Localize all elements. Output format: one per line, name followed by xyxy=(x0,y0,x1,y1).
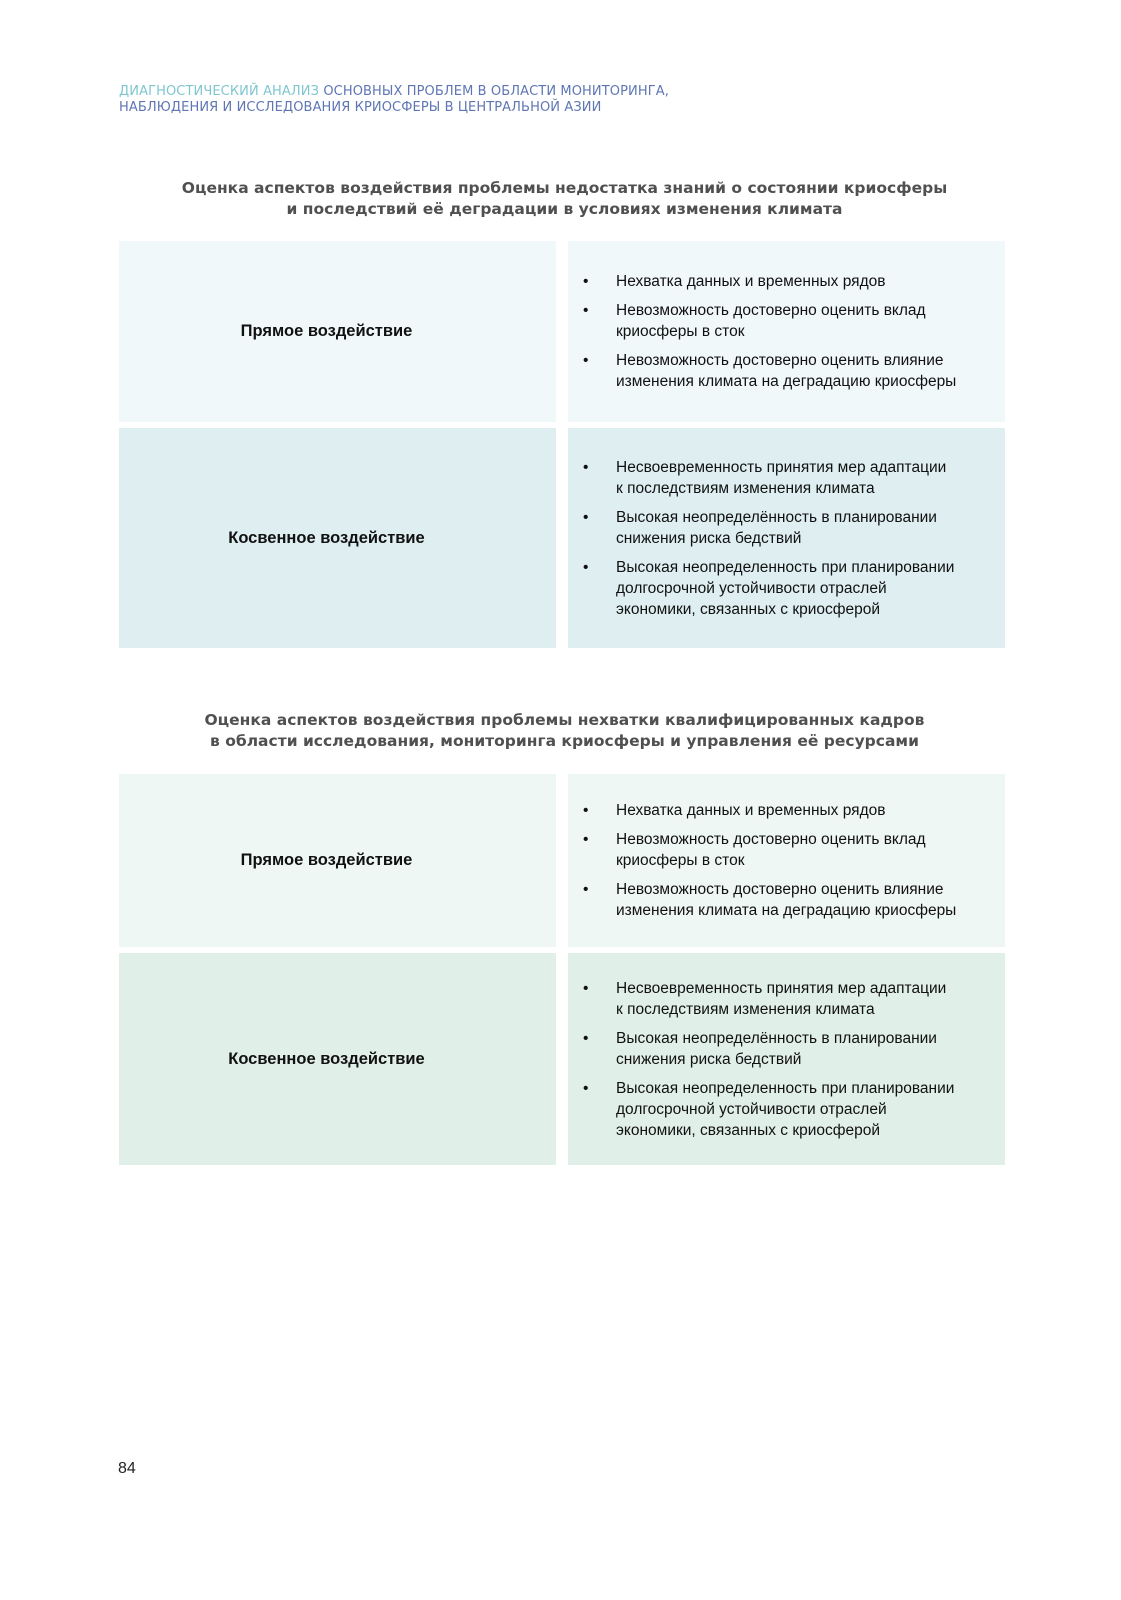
list-item xyxy=(616,350,974,392)
item-line: долгосрочной устойчивости отраслей xyxy=(616,579,887,597)
table2-row2-items-cell xyxy=(568,953,1005,1165)
table1-title-line1: Оценка аспектов воздействия проблемы недостатка знаний о состоянии криосферы xyxy=(181,179,948,197)
item-line: к последствиям изменения климата xyxy=(616,1000,875,1018)
table1-title xyxy=(119,178,1010,220)
item-line: • Невозможность достоверно оценить влияние xyxy=(616,352,944,369)
item-line: изменения климата на деградацию криосферы xyxy=(616,373,957,390)
table1-row2-items-cell xyxy=(568,428,1005,648)
table1 xyxy=(119,241,1010,648)
item-line: • Невозможность достоверно оценить вклад xyxy=(616,831,926,848)
table2-row2-label-cell xyxy=(119,953,556,1165)
item-line: экономики, связанных с криосферой xyxy=(616,1121,881,1139)
item-line: экономики, связанных с криосферой xyxy=(616,600,881,618)
item-line: изменения климата на деградацию криосферы xyxy=(616,902,957,919)
item-line: • Высокая неопределенность при планировании xyxy=(616,558,955,576)
list-item xyxy=(616,507,972,549)
bullet-list xyxy=(568,457,972,620)
running-header-line2: НАБЛЮДЕНИЯ И ИССЛЕДОВАНИЯ КРИОСФЕРЫ В ЦЕНТРАЛЬНОЙ АЗИИ xyxy=(119,100,602,115)
bullet-list xyxy=(568,978,972,1141)
list-item xyxy=(616,879,974,921)
table2-title xyxy=(119,710,1010,752)
list-item xyxy=(616,1028,972,1070)
table1-row1-label-cell xyxy=(119,241,556,422)
row-label: Косвенное воздействие xyxy=(228,1049,425,1068)
running-header-line1: ОСНОВНЫХ ПРОБЛЕМ В ОБЛАСТИ МОНИТОРИНГА, xyxy=(323,84,669,99)
list-item xyxy=(616,800,974,821)
table1-row1-items-cell xyxy=(568,241,1005,422)
item-line: • Нехватка данных и временных рядов xyxy=(616,273,886,290)
table2-row1-items-cell xyxy=(568,774,1005,947)
item-line: • Невозможность достоверно оценить влияние xyxy=(616,881,944,898)
page-number: 84 xyxy=(118,1460,136,1477)
list-item xyxy=(616,829,974,871)
row-label: Прямое воздействие xyxy=(240,322,413,340)
table2-row1-label-cell xyxy=(119,774,556,947)
item-line: • Высокая неопределенность при планировании xyxy=(616,1079,955,1097)
table2-title-line1: Оценка аспектов воздействия проблемы нехватки квалифицированных кадров xyxy=(204,711,925,729)
item-line: • Невозможность достоверно оценить вклад xyxy=(616,302,926,319)
item-line: • Нехватка данных и временных рядов xyxy=(616,802,886,819)
list-item xyxy=(616,1078,972,1141)
list-item xyxy=(616,457,972,499)
item-line: долгосрочной устойчивости отраслей xyxy=(616,1100,887,1118)
list-item xyxy=(616,271,974,292)
row-label: Прямое воздействие xyxy=(240,851,413,869)
item-line: • Высокая неопределённость в планировании xyxy=(616,1029,937,1047)
item-line: снижения риска бедствий xyxy=(616,1050,802,1068)
list-item xyxy=(616,557,972,620)
table2-title-line2: в области исследования, мониторинга криосферы и управления её ресурсами xyxy=(210,732,919,750)
table1-title-line2: и последствий её деградации в условиях изменения климата xyxy=(286,200,843,218)
item-line: • Несвоевременность принятия мер адаптации xyxy=(616,979,947,997)
item-line: криосферы в сток xyxy=(616,852,745,869)
item-line: к последствиям изменения климата xyxy=(616,479,875,497)
item-line: • Несвоевременность принятия мер адаптации xyxy=(616,458,947,476)
table2 xyxy=(119,774,1010,1165)
table1-row2-label-cell xyxy=(119,428,556,648)
list-item xyxy=(616,978,972,1020)
bullet-list xyxy=(568,271,974,392)
bullet-list xyxy=(568,800,974,921)
item-line: • Высокая неопределённость в планировании xyxy=(616,508,937,526)
list-item xyxy=(616,300,974,342)
running-header xyxy=(119,84,669,116)
running-header-accent: ДИАГНОСТИЧЕСКИЙ АНАЛИЗ xyxy=(119,84,320,99)
row-label: Косвенное воздействие xyxy=(228,528,425,547)
item-line: снижения риска бедствий xyxy=(616,529,802,547)
item-line: криосферы в сток xyxy=(616,323,745,340)
